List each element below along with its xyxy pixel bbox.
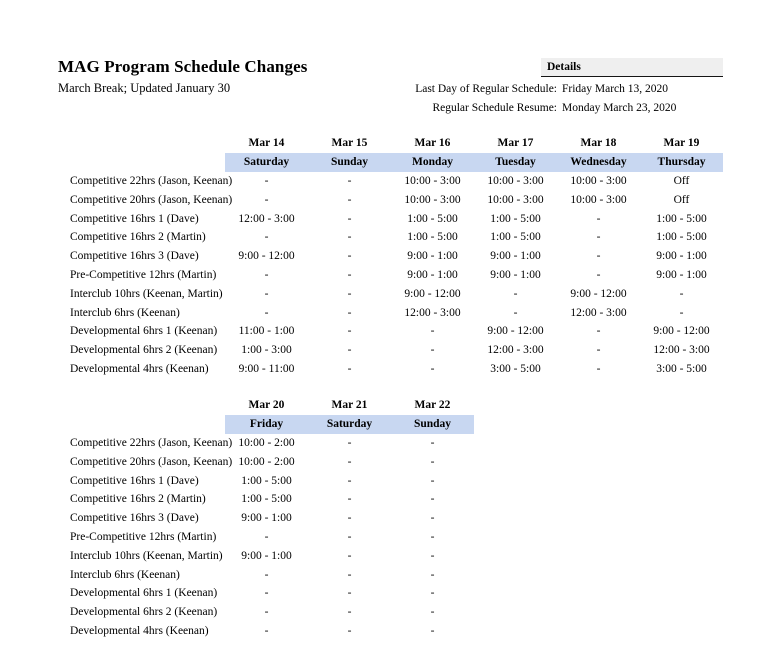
time-cell: 9:00 - 1:00 bbox=[490, 250, 541, 263]
program-label: Interclub 10hrs (Keenan, Martin) bbox=[70, 287, 223, 300]
program-label: Interclub 10hrs (Keenan, Martin) bbox=[70, 549, 223, 562]
time-cell: 9:00 - 1:00 bbox=[407, 250, 458, 263]
day-header-cell: Tuesday bbox=[474, 153, 557, 172]
day-header-cell: Friday bbox=[225, 415, 308, 434]
time-cell: 9:00 - 12:00 bbox=[653, 325, 710, 338]
schedule-row bbox=[70, 360, 723, 379]
time-cell: Off bbox=[673, 193, 690, 206]
time-cell: - bbox=[430, 325, 435, 338]
time-cell: - bbox=[347, 512, 352, 525]
time-cell: - bbox=[347, 174, 352, 187]
time-cell: - bbox=[347, 344, 352, 357]
date-header-cell: Mar 18 bbox=[580, 137, 617, 150]
time-cell: 12:00 - 3:00 bbox=[570, 306, 627, 319]
schedule-table-week2 bbox=[70, 396, 474, 640]
schedule-row bbox=[70, 471, 474, 490]
time-cell: 1:00 - 5:00 bbox=[241, 474, 292, 487]
time-cell: 9:00 - 1:00 bbox=[241, 512, 292, 525]
time-cell: - bbox=[430, 549, 435, 562]
time-cell: - bbox=[264, 268, 269, 281]
time-cell: 10:00 - 3:00 bbox=[487, 174, 544, 187]
schedule-row bbox=[70, 341, 723, 360]
time-cell: 3:00 - 5:00 bbox=[656, 362, 707, 375]
time-cell: - bbox=[679, 287, 684, 300]
time-cell: 1:00 - 5:00 bbox=[241, 493, 292, 506]
time-cell: 9:00 - 1:00 bbox=[241, 549, 292, 562]
time-cell: - bbox=[347, 436, 352, 449]
program-label: Competitive 16hrs 1 (Dave) bbox=[70, 212, 199, 225]
day-header-cell: Sunday bbox=[308, 153, 391, 172]
schedule-row bbox=[70, 546, 474, 565]
time-cell: 3:00 - 5:00 bbox=[490, 362, 541, 375]
time-cell: - bbox=[347, 568, 352, 581]
time-cell: 10:00 - 3:00 bbox=[570, 193, 627, 206]
schedule-row bbox=[70, 209, 723, 228]
time-cell: - bbox=[596, 231, 601, 244]
time-cell: 1:00 - 5:00 bbox=[407, 231, 458, 244]
time-cell: 1:00 - 5:00 bbox=[656, 231, 707, 244]
time-cell: - bbox=[430, 530, 435, 543]
page-title: MAG Program Schedule Changes bbox=[58, 57, 308, 76]
time-cell: 1:00 - 5:00 bbox=[490, 231, 541, 244]
time-cell: - bbox=[596, 325, 601, 338]
time-cell: - bbox=[347, 549, 352, 562]
date-header-cell: Mar 16 bbox=[414, 137, 451, 150]
time-cell: 10:00 - 3:00 bbox=[404, 193, 461, 206]
program-label: Competitive 16hrs 3 (Dave) bbox=[70, 250, 199, 263]
time-cell: Off bbox=[673, 174, 690, 187]
time-cell: - bbox=[347, 231, 352, 244]
schedule-row bbox=[70, 434, 474, 453]
schedule-row bbox=[70, 528, 474, 547]
time-cell: - bbox=[347, 306, 352, 319]
program-label: Pre-Competitive 12hrs (Martin) bbox=[70, 268, 217, 281]
program-label: Developmental 6hrs 1 (Keenan) bbox=[70, 587, 218, 600]
time-cell: - bbox=[347, 212, 352, 225]
schedule-row bbox=[70, 228, 723, 247]
time-cell: 9:00 - 1:00 bbox=[490, 268, 541, 281]
corner-spacer bbox=[70, 415, 225, 434]
time-cell: - bbox=[264, 530, 269, 543]
time-cell: - bbox=[347, 287, 352, 300]
details-label: Regular Schedule Resume: bbox=[432, 101, 557, 114]
time-cell: - bbox=[264, 606, 269, 619]
details-header: Details bbox=[541, 58, 723, 77]
day-header-row bbox=[70, 153, 723, 172]
schedule-row bbox=[70, 247, 723, 266]
time-cell: - bbox=[347, 193, 352, 206]
date-header-cell: Mar 19 bbox=[663, 137, 700, 150]
day-header-cell: Thursday bbox=[640, 153, 723, 172]
time-cell: - bbox=[264, 231, 269, 244]
program-label: Developmental 6hrs 2 (Keenan) bbox=[70, 344, 218, 357]
day-header-cell: Monday bbox=[391, 153, 474, 172]
time-cell: - bbox=[430, 362, 435, 375]
time-cell: 9:00 - 12:00 bbox=[487, 325, 544, 338]
details-value: Monday March 23, 2020 bbox=[562, 101, 677, 114]
time-cell: - bbox=[513, 287, 518, 300]
time-cell: 10:00 - 3:00 bbox=[570, 174, 627, 187]
time-cell: 1:00 - 5:00 bbox=[407, 212, 458, 225]
time-cell: - bbox=[430, 606, 435, 619]
time-cell: - bbox=[347, 624, 352, 637]
date-header-cell: Mar 21 bbox=[331, 399, 368, 412]
time-cell: - bbox=[347, 530, 352, 543]
time-cell: - bbox=[264, 587, 269, 600]
schedule-row bbox=[70, 490, 474, 509]
page-subtitle: March Break; Updated January 30 bbox=[58, 81, 231, 95]
corner-spacer bbox=[70, 396, 225, 415]
time-cell: - bbox=[347, 250, 352, 263]
date-header-cell: Mar 22 bbox=[414, 399, 451, 412]
time-cell: - bbox=[430, 493, 435, 506]
program-label: Competitive 22hrs (Jason, Keenan) bbox=[70, 436, 233, 449]
time-cell: 12:00 - 3:00 bbox=[653, 344, 710, 357]
time-cell: 12:00 - 3:00 bbox=[487, 344, 544, 357]
schedule-table-week1 bbox=[70, 134, 723, 378]
details-row-last-day bbox=[330, 79, 730, 98]
schedule-row bbox=[70, 565, 474, 584]
time-cell: - bbox=[264, 193, 269, 206]
time-cell: - bbox=[513, 306, 518, 319]
time-cell: 1:00 - 5:00 bbox=[490, 212, 541, 225]
time-cell: - bbox=[347, 587, 352, 600]
time-cell: - bbox=[347, 455, 352, 468]
schedule-row bbox=[70, 190, 723, 209]
date-header-cell: Mar 15 bbox=[331, 137, 368, 150]
program-label: Competitive 16hrs 2 (Martin) bbox=[70, 231, 206, 244]
details-row-resume bbox=[330, 98, 730, 117]
time-cell: 10:00 - 3:00 bbox=[404, 174, 461, 187]
time-cell: - bbox=[347, 474, 352, 487]
schedule-row bbox=[70, 603, 474, 622]
schedule-row bbox=[70, 266, 723, 285]
corner-spacer bbox=[70, 153, 225, 172]
time-cell: - bbox=[430, 568, 435, 581]
time-cell: - bbox=[347, 268, 352, 281]
time-cell: 12:00 - 3:00 bbox=[238, 212, 295, 225]
time-cell: 1:00 - 5:00 bbox=[656, 212, 707, 225]
day-header-cell: Saturday bbox=[225, 153, 308, 172]
time-cell: 1:00 - 3:00 bbox=[241, 344, 292, 357]
time-cell: 10:00 - 2:00 bbox=[238, 455, 295, 468]
time-cell: - bbox=[347, 362, 352, 375]
program-label: Competitive 22hrs (Jason, Keenan) bbox=[70, 174, 233, 187]
schedule-row bbox=[70, 584, 474, 603]
program-label: Interclub 6hrs (Keenan) bbox=[70, 568, 180, 581]
program-label: Pre-Competitive 12hrs (Martin) bbox=[70, 530, 217, 543]
date-header-cell: Mar 20 bbox=[248, 399, 285, 412]
time-cell: - bbox=[430, 474, 435, 487]
details-value: Friday March 13, 2020 bbox=[562, 82, 669, 95]
program-label: Developmental 4hrs (Keenan) bbox=[70, 624, 209, 637]
time-cell: 9:00 - 12:00 bbox=[404, 287, 461, 300]
program-label: Developmental 6hrs 2 (Keenan) bbox=[70, 606, 218, 619]
date-header-cell: Mar 14 bbox=[248, 137, 285, 150]
details-label: Last Day of Regular Schedule: bbox=[415, 82, 557, 95]
time-cell: - bbox=[430, 344, 435, 357]
time-cell: 11:00 - 1:00 bbox=[238, 325, 295, 338]
time-cell: - bbox=[264, 624, 269, 637]
time-cell: - bbox=[347, 325, 352, 338]
program-label: Competitive 16hrs 2 (Martin) bbox=[70, 493, 206, 506]
program-label: Competitive 20hrs (Jason, Keenan) bbox=[70, 455, 233, 468]
time-cell: 9:00 - 1:00 bbox=[656, 268, 707, 281]
schedule-row bbox=[70, 303, 723, 322]
day-header-row bbox=[70, 415, 474, 434]
time-cell: 9:00 - 1:00 bbox=[656, 250, 707, 263]
time-cell: 9:00 - 1:00 bbox=[407, 268, 458, 281]
time-cell: - bbox=[347, 606, 352, 619]
time-cell: - bbox=[264, 287, 269, 300]
program-label: Developmental 4hrs (Keenan) bbox=[70, 362, 209, 375]
time-cell: - bbox=[430, 512, 435, 525]
schedule-row bbox=[70, 172, 723, 191]
time-cell: - bbox=[264, 174, 269, 187]
date-header-row bbox=[70, 396, 474, 415]
day-header-cell: Wednesday bbox=[557, 153, 640, 172]
time-cell: - bbox=[430, 624, 435, 637]
time-cell: - bbox=[430, 455, 435, 468]
day-header-cell: Saturday bbox=[308, 415, 391, 434]
time-cell: - bbox=[596, 344, 601, 357]
schedule-row bbox=[70, 452, 474, 471]
time-cell: - bbox=[347, 493, 352, 506]
time-cell: 9:00 - 12:00 bbox=[238, 250, 295, 263]
program-label: Competitive 16hrs 1 (Dave) bbox=[70, 474, 199, 487]
time-cell: - bbox=[679, 306, 684, 319]
schedule-row bbox=[70, 509, 474, 528]
schedule-row bbox=[70, 622, 474, 641]
time-cell: - bbox=[596, 362, 601, 375]
time-cell: - bbox=[596, 250, 601, 263]
time-cell: - bbox=[264, 568, 269, 581]
time-cell: 10:00 - 2:00 bbox=[238, 436, 295, 449]
program-label: Developmental 6hrs 1 (Keenan) bbox=[70, 325, 218, 338]
time-cell: 12:00 - 3:00 bbox=[404, 306, 461, 319]
program-label: Competitive 16hrs 3 (Dave) bbox=[70, 512, 199, 525]
time-cell: 9:00 - 12:00 bbox=[570, 287, 627, 300]
time-cell: - bbox=[430, 587, 435, 600]
schedule-row bbox=[70, 284, 723, 303]
time-cell: - bbox=[430, 436, 435, 449]
date-header-row bbox=[70, 134, 723, 153]
time-cell: - bbox=[596, 268, 601, 281]
time-cell: 10:00 - 3:00 bbox=[487, 193, 544, 206]
date-header-cell: Mar 17 bbox=[497, 137, 534, 150]
time-cell: 9:00 - 11:00 bbox=[238, 362, 295, 375]
time-cell: - bbox=[264, 306, 269, 319]
program-label: Interclub 6hrs (Keenan) bbox=[70, 306, 180, 319]
day-header-cell: Sunday bbox=[391, 415, 474, 434]
corner-spacer bbox=[70, 134, 225, 153]
program-label: Competitive 20hrs (Jason, Keenan) bbox=[70, 193, 233, 206]
schedule-row bbox=[70, 322, 723, 341]
time-cell: - bbox=[596, 212, 601, 225]
